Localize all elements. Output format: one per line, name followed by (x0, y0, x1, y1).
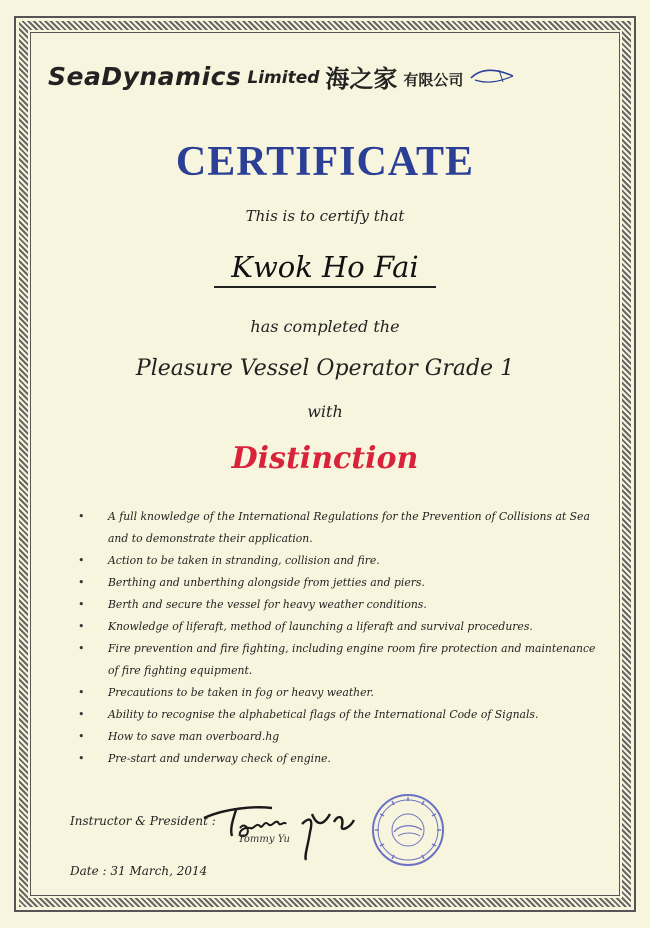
brand-chinese-name: 海之家 (325, 64, 398, 93)
list-item: • A full knowledge of the International Regulations for the Prevention of Collisions at Sea and to demonstrate their application. (78, 506, 598, 550)
list-item: • Berthing and unberthing alongside from jetties and piers. (78, 572, 598, 594)
certify-text: This is to certify that (245, 207, 405, 225)
list-item: • How to save man overboard.hg (78, 726, 598, 748)
company-seal-icon (370, 792, 446, 868)
wave-logo-icon (469, 66, 515, 86)
signature-label: Instructor & President : (70, 814, 216, 828)
list-item: • Knowledge of liferaft, method of launching a liferaft and survival procedures. (78, 616, 598, 638)
recipient-name: Kwok Ho Fai (214, 250, 436, 288)
distinction-text: Distinction (231, 441, 419, 476)
list-item: • Fire prevention and fire fighting, including engine room fire protection and maintenance of fire fighting equipment. (78, 638, 598, 682)
company-header (48, 56, 608, 96)
list-item: • Pre-start and underway check of engine. (78, 748, 598, 770)
with-text: with (307, 402, 343, 421)
competency-list (78, 506, 598, 770)
list-item: • Precautions to be taken in fog or heavy weather. (78, 682, 598, 704)
brand-chinese-suffix: 有限公司 (403, 70, 464, 89)
handwritten-signature (196, 794, 366, 864)
completed-text: has completed the (250, 317, 400, 336)
list-item: • Ability to recognise the alphabetical flags of the International Code of Signals. (78, 704, 598, 726)
signer-name: Tommy Yu (238, 834, 290, 845)
list-item: • Berth and secure the vessel for heavy weather conditions. (78, 594, 598, 616)
certificate-title: CERTIFICATE (175, 139, 475, 185)
issue-date: Date : 31 March, 2014 (70, 864, 208, 878)
recipient-name-wrap (0, 250, 650, 288)
course-name: Pleasure Vessel Operator Grade 1 (135, 356, 515, 381)
list-item: • Action to be taken in stranding, collision and fire. (78, 550, 598, 572)
brand-suffix: Limited (247, 68, 320, 88)
brand-name: SeaDynamics (48, 61, 242, 91)
